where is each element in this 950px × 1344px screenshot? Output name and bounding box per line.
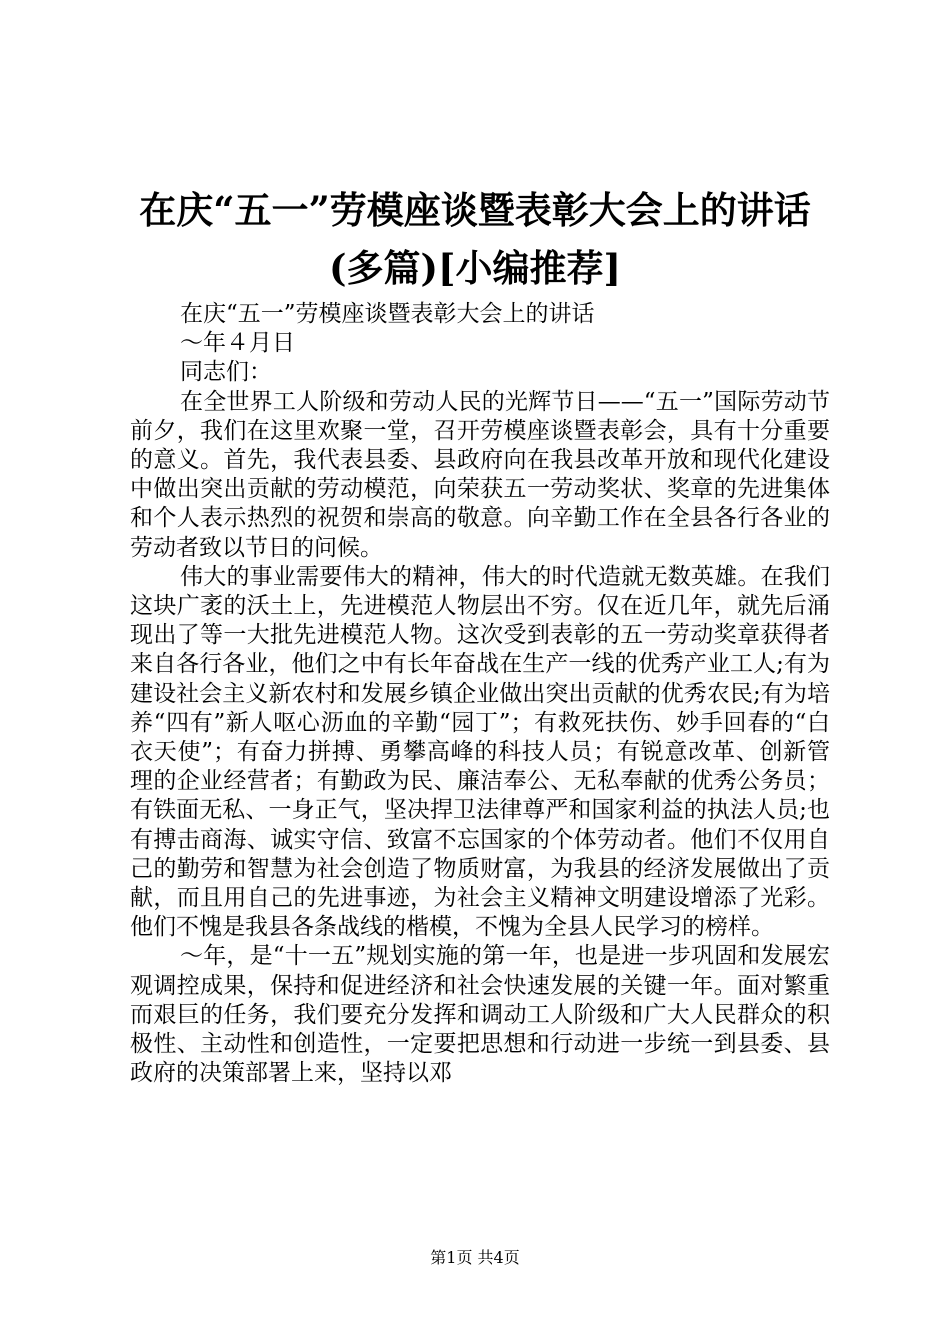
- document-title-line-2: (多篇)[小编推荐]: [328, 246, 622, 290]
- document-body: [130, 300, 830, 1088]
- speech-heading: 在庆“五一”劳模座谈暨表彰大会上的讲话: [180, 301, 595, 327]
- speech-date: ～年４月日: [180, 330, 295, 357]
- page-footer: 第1页 共4页: [430, 1248, 520, 1267]
- document-title-line-1: 在庆“五一”劳模座谈暨表彰大会上的讲话: [139, 188, 811, 232]
- body-paragraph: ～年，是“十一五”规划实施的第一年，也是进一步巩固和发展宏观调控成果，保持和促进经济和社会快速发展的关键一年。面对繁重而艰巨的任务，我们要充分发挥和调动工人阶级和广大人民群众的积极性、主动性和创造性，一定要把思想和行动进一步统一到县委、县政府的决策部署上来，坚持以邓: [130, 943, 830, 1087]
- body-paragraph: 伟大的事业需要伟大的精神，伟大的时代造就无数英雄。在我们这块广袤的沃土上，先进模范人物层出不穷。仅在近几年，就先后涌现出了等一大批先进模范人物。这次受到表彰的五一劳动奖章获得者来自各行各业，他们之中有长年奋战在生产一线的优秀产业工人;有为建设社会主义新农村和发展乡镇企业做出突出贡献的优秀农民;有为培养“四有”新人呕心沥血的辛勤“园丁”；有救死扶伤、妙手回春的“白衣天使”；有奋力拼搏、勇攀高峰的科技人员；有锐意改革、创新管理的企业经营者；有勤政为民、廉洁奉公、无私奉献的优秀公务员；有铁面无私、一身正气，坚决捍卫法律尊严和国家利益的执法人员;也有搏击商海、诚实守信、致富不忘国家的个体劳动者。他们不仅用自己的勤劳和智慧为社会创造了物质财富，为我县的经济发展做出了贡献，而且用自己的先进事迹，为社会主义精神文明建设增添了光彩。他们不愧是我县各条战线的楷模，不愧为全县人民学习的榜样。: [130, 563, 830, 941]
- body-paragraph: 在全世界工人阶级和劳动人民的光辉节日——“五一”国际劳动节前夕，我们在这里欢聚一堂，召开劳模座谈暨表彰会，具有十分重要的意义。首先，我代表县委、县政府向在我县改革开放和现代化建设中做出突出贡献的劳动模范，向荣获五一劳动奖状、奖章的先进集体和个人表示热烈的祝贺和崇高的敬意。向辛勤工作在全县各行各业的劳动者致以节日的问候。: [130, 388, 830, 561]
- salutation: 同志们：: [180, 359, 272, 386]
